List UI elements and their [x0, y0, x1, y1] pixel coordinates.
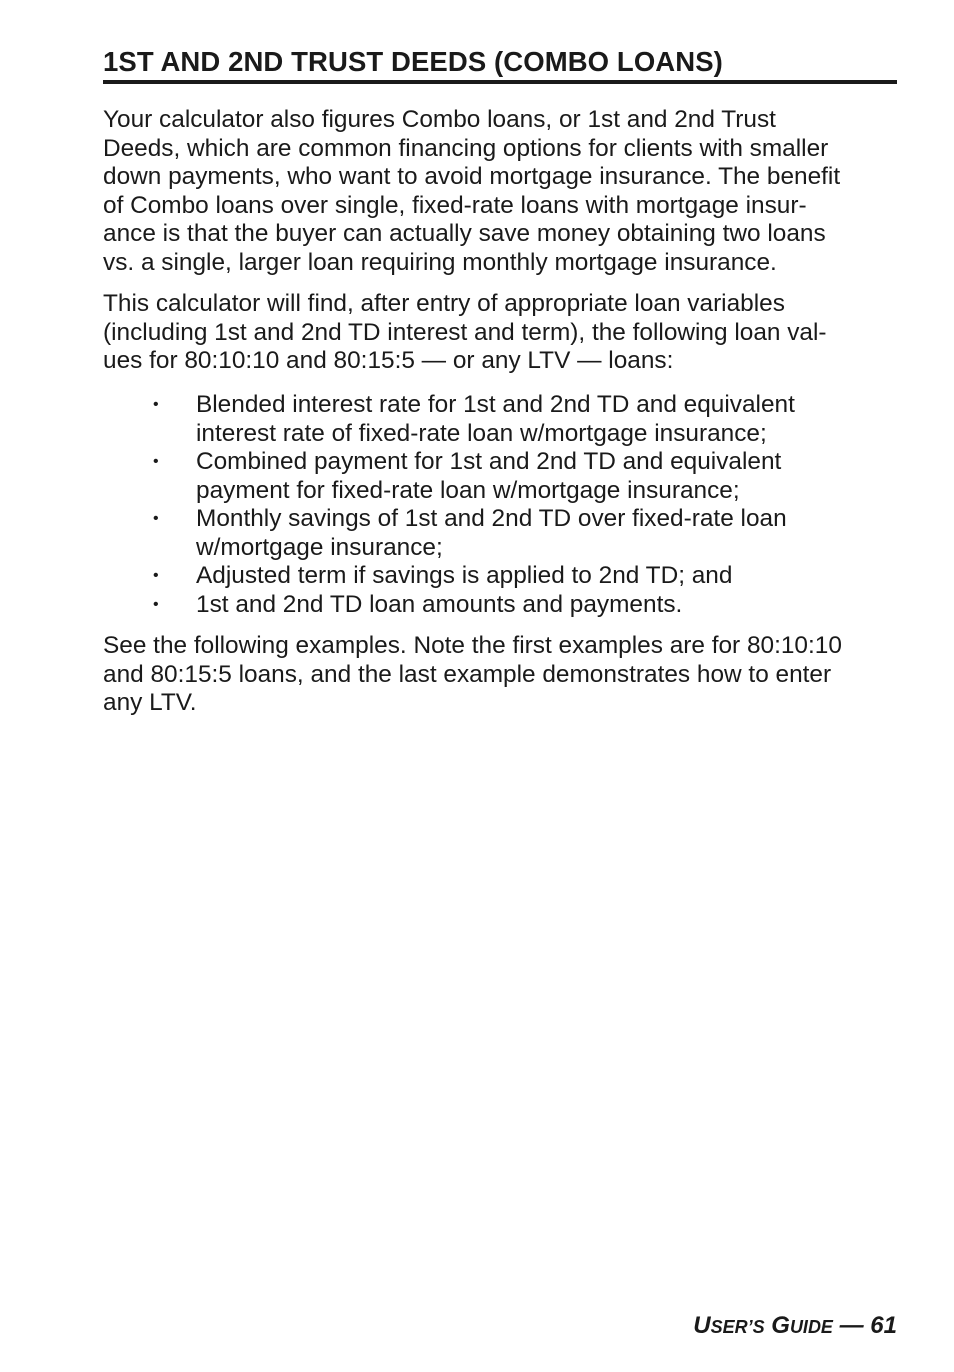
bullet-icon: • — [153, 567, 159, 584]
list-item — [0, 448, 954, 505]
examples-paragraph — [103, 632, 903, 718]
footer-user-rest: SER’S — [710, 1317, 765, 1337]
list-item-line: interest rate of fixed-rate loan w/mortgage insurance; — [196, 419, 767, 447]
list-item — [0, 591, 954, 620]
bullet-icon: • — [153, 510, 159, 527]
footer-guide-rest: UIDE — [789, 1317, 833, 1337]
page-footer — [693, 1310, 897, 1343]
list-item — [0, 391, 954, 448]
examples-line: See the following examples. Note the first examples are for 80:10:10 — [103, 632, 842, 659]
list-item — [0, 505, 954, 562]
examples-line: any LTV. — [103, 689, 197, 716]
loan-values-list — [0, 391, 954, 619]
list-item-line: Blended interest rate for 1st and 2nd TD and equivalent — [196, 391, 795, 418]
intro-line: ance is that the buyer can actually save money obtaining two loans — [103, 220, 826, 247]
list-item-line: payment for fixed-rate loan w/mortgage insurance; — [196, 476, 740, 504]
intro-line: down payments, who want to avoid mortgage insurance. The benefit — [103, 163, 841, 190]
footer-user-initial: U — [693, 1312, 711, 1339]
intro-line: Your calculator also figures Combo loans, or 1st and 2nd Trust — [103, 106, 776, 133]
bullet-icon: • — [153, 453, 159, 470]
list-item-line: w/mortgage insurance; — [196, 533, 443, 561]
list-item-line: Adjusted term if savings is applied to 2nd TD; and — [196, 562, 733, 589]
intro-paragraph — [103, 106, 903, 277]
list-item-line: Combined payment for 1st and 2nd TD and equivalent — [196, 448, 782, 475]
footer-guide-initial: G — [771, 1312, 790, 1339]
features-intro-line: ues for 80:10:10 and 80:15:5 — or any LTV — loans: — [103, 347, 674, 374]
list-item-line: Monthly savings of 1st and 2nd TD over fixed-rate loan — [196, 505, 787, 532]
list-item — [0, 562, 954, 591]
intro-line: of Combo loans over single, fixed-rate loans with mortgage insur- — [103, 191, 807, 219]
features-intro-line: (including 1st and 2nd TD interest and term), the following loan val- — [103, 318, 827, 346]
heading-underline-rule — [103, 80, 897, 84]
bullet-icon: • — [153, 595, 159, 613]
list-item-line: 1st and 2nd TD loan amounts and payments. — [196, 590, 683, 618]
features-intro-line: This calculator will find, after entry of appropriate loan variables — [103, 290, 785, 317]
features-intro-paragraph — [103, 290, 903, 376]
examples-line: and 80:15:5 loans, and the last example demonstrates how to enter — [103, 660, 832, 688]
page-number: — 61 — [839, 1312, 897, 1339]
bullet-icon: • — [153, 396, 159, 413]
intro-line: Deeds, which are common financing options for clients with smaller — [103, 134, 829, 162]
intro-line: vs. a single, larger loan requiring monthly mortgage insurance. — [103, 248, 777, 276]
section-heading: 1ST AND 2ND TRUST DEEDS (COMBO LOANS) — [103, 46, 723, 77]
